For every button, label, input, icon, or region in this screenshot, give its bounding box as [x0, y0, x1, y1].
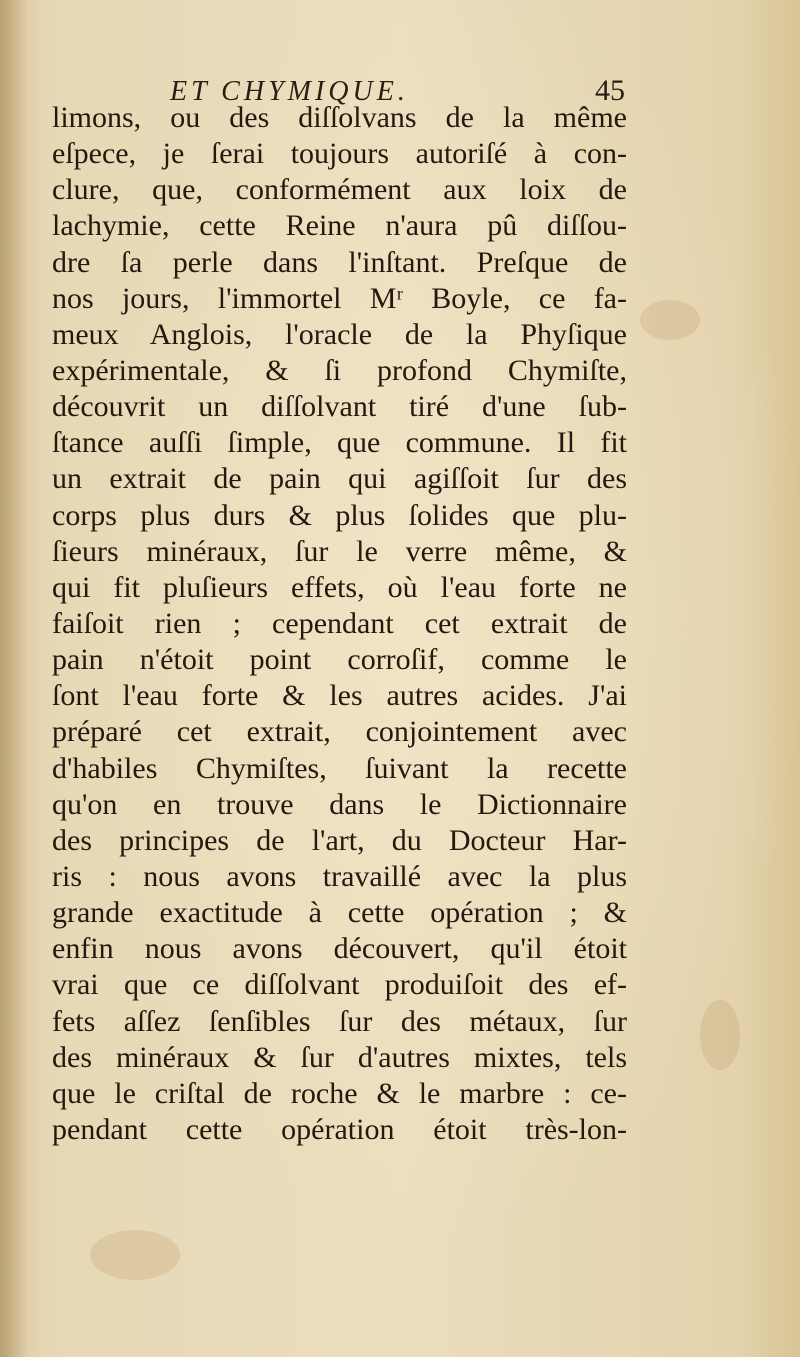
- text-line: nos jours, l'immortel Mʳ Boyle, ce fa-: [52, 281, 627, 315]
- text-line: dre ſa perle dans l'inſtant. Preſque de: [52, 245, 627, 279]
- text-line: ſtance auſſi ſimple, que commune. Il fit: [52, 426, 627, 460]
- text-line: que le criſtal de roche & le marbre : ce-: [52, 1076, 627, 1110]
- text-line: des minéraux & ſur d'autres mixtes, tels: [52, 1040, 627, 1074]
- text-line: expérimentale, & ſi profond Chymiſte,: [52, 353, 627, 387]
- page-gutter-shadow: [0, 0, 28, 1357]
- text-line: grande exactitude à cette opération ; &: [52, 896, 627, 930]
- text-line: limons, ou des diſſolvans de la même: [52, 101, 627, 134]
- text-line: lachymie, cette Reine n'aura pû diſſou-: [52, 209, 627, 243]
- text-line: préparé cet extrait, conjointement avec: [52, 715, 627, 749]
- paper-stain: [700, 1000, 740, 1070]
- text-line: des principes de l'art, du Docteur Har-: [52, 823, 627, 857]
- paper-stain: [640, 300, 700, 340]
- text-line: découvrit un diſſolvant tiré d'une ſub-: [52, 390, 627, 424]
- text-line: enfin nous avons découvert, qu'il étoit: [52, 932, 627, 966]
- paper-stain: [90, 1230, 180, 1280]
- text-line: meux Anglois, l'oracle de la Phyſique: [52, 317, 627, 351]
- text-line: pendant cette opération étoit très-lon-: [52, 1112, 627, 1146]
- text-line: un extrait de pain qui agiſſoit ſur des: [52, 462, 627, 496]
- text-line: ris : nous avons travaillé avec la plus: [52, 859, 627, 893]
- running-head-title: ET CHYMIQUE.: [170, 76, 409, 107]
- text-line: faiſoit rien ; cependant cet extrait de: [52, 606, 627, 640]
- text-line: d'habiles Chymiſtes, ſuivant la recette: [52, 751, 627, 785]
- text-line: vrai que ce diſſolvant produiſoit des ef-: [52, 968, 627, 1002]
- text-line: qui fit pluſieurs effets, où l'eau forte ne: [52, 570, 627, 604]
- text-line: corps plus durs & plus ſolides que plu-: [52, 498, 627, 532]
- text-line: pain n'étoit point corroſif, comme le: [52, 643, 627, 677]
- text-line: ſont l'eau forte & les autres acides. J'ai: [52, 679, 627, 713]
- body-text: [52, 100, 627, 1148]
- text-line: fets aſſez ſenſibles ſur des métaux, ſur: [52, 1004, 627, 1038]
- page-number: 45: [595, 74, 625, 107]
- text-line: clure, que, conformément aux loix de: [52, 173, 627, 207]
- text-line: ſieurs minéraux, ſur le verre même, &: [52, 534, 627, 568]
- text-line: eſpece, je ſerai toujours autoriſé à con-: [52, 137, 627, 171]
- text-line: qu'on en trouve dans le Dictionnaire: [52, 787, 627, 821]
